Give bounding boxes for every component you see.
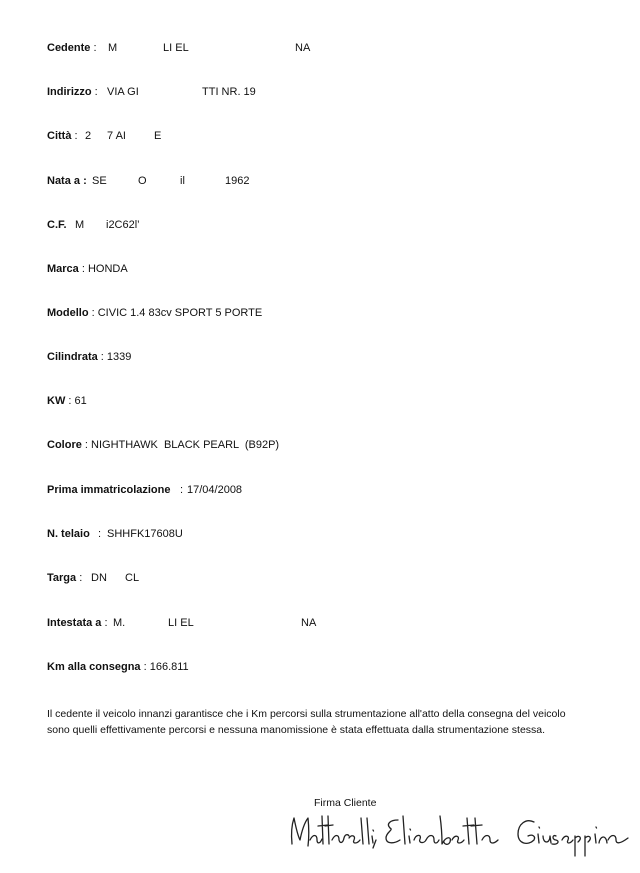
field-telaio (47, 527, 183, 541)
field-colore (47, 438, 279, 452)
nata-a-value-4: 1962 (225, 175, 250, 187)
targa-separator: : (76, 572, 83, 584)
cilindrata-value: 1339 (106, 351, 132, 363)
telaio-value: SHHFK17608U (107, 528, 183, 540)
intestata-a-separator: : (101, 617, 108, 629)
colore-label: Colore (47, 439, 82, 451)
marca-separator: : (78, 263, 88, 275)
prima-immatricolazione-label: Prima immatricolazione (47, 484, 171, 496)
field-nata-a (47, 174, 250, 188)
cedente-value-1: M (108, 42, 118, 54)
handwritten-signature (286, 810, 636, 860)
field-cedente (47, 41, 311, 55)
field-cf (47, 218, 140, 232)
cf-label: C.F. (47, 219, 67, 231)
citta-value-2: 7 AI (107, 130, 126, 142)
citta-label: Città (47, 130, 72, 142)
intestata-a-label: Intestata a (47, 617, 102, 629)
indirizzo-separator: : (91, 86, 98, 98)
field-kw (47, 394, 87, 408)
field-targa (47, 571, 140, 585)
intestata-a-value-1: M. (113, 617, 126, 629)
citta-value-3: E (154, 130, 162, 142)
indirizzo-value-2: TTI NR. 19 (202, 86, 256, 98)
targa-value-2: CL (125, 572, 140, 584)
cedente-value-3: NA (295, 42, 311, 54)
intestata-a-value-2: LI EL (168, 617, 194, 629)
cf-value-1: M (75, 219, 85, 231)
targa-value-1: DN (91, 572, 107, 584)
nata-a-value-1: SE (92, 175, 107, 187)
telaio-label: N. telaio (47, 528, 90, 540)
indirizzo-label: Indirizzo (47, 86, 92, 98)
field-km (47, 660, 189, 674)
indirizzo-value-1: VIA GI (107, 86, 139, 98)
cedente-separator: : (90, 42, 97, 54)
nata-a-label: Nata a : (47, 175, 87, 187)
cilindrata-label: Cilindrata (47, 351, 98, 363)
marca-value: HONDA (87, 263, 128, 275)
field-intestata-a (47, 616, 317, 630)
cf-value-2: i2C62l’ (106, 219, 140, 231)
nata-a-value-3: il (180, 175, 185, 187)
nata-a-value-2: O (138, 175, 147, 187)
field-citta (47, 129, 162, 143)
field-modello (47, 306, 262, 320)
cedente-label: Cedente (47, 42, 91, 54)
cilindrata-separator: : (97, 351, 107, 363)
kw-label: KW (47, 395, 66, 407)
field-indirizzo (47, 85, 256, 99)
marca-label: Marca (47, 263, 79, 275)
prima-immatricolazione-separator: : (177, 484, 187, 496)
cedente-value-2: LI EL (163, 42, 189, 54)
prima-immatricolazione-value: 17/04/2008 (187, 484, 243, 496)
modello-separator: : (88, 307, 98, 319)
km-label: Km alla consegna (47, 661, 141, 673)
kw-separator: : (65, 395, 75, 407)
km-value: 166.811 (149, 661, 189, 673)
modello-value: CIVIC 1.4 83cv SPORT 5 PORTE (97, 307, 263, 319)
field-marca (47, 262, 128, 276)
firma-cliente-label: Firma Cliente (314, 797, 377, 809)
targa-label: Targa (47, 572, 77, 584)
colore-separator: : (81, 439, 92, 451)
kw-value: 61 (74, 395, 87, 407)
field-cilindrata (47, 350, 131, 364)
modello-label: Modello (47, 307, 89, 319)
field-prima-immatricolazione (47, 483, 243, 497)
declaration-text: Il cedente il veicolo innanzi garantisce che i Km percorsi sulla strumentazione all'atto della consegna del veicolo sono quelli effettivamente percorsi e nessuna manomissione è stata effettuata dalla strumentazione stessa. (47, 708, 566, 736)
telaio-separator: : (95, 528, 105, 540)
km-separator: : (140, 661, 150, 673)
citta-separator: : (71, 130, 78, 142)
intestata-a-value-3: NA (301, 617, 317, 629)
citta-value-1: 2 (85, 130, 92, 142)
colore-value: NIGHTHAWK BLACK PEARL (B92P) (91, 439, 280, 451)
